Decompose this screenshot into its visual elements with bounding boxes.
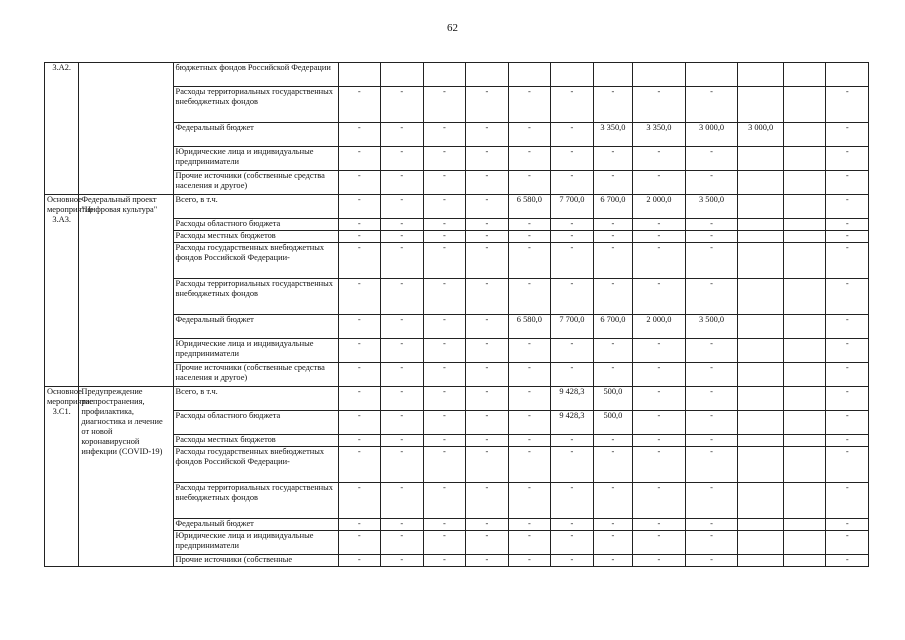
value-cell: - (685, 363, 738, 387)
value-cell: - (338, 123, 381, 147)
value-cell (783, 171, 826, 195)
value-cell: - (423, 279, 466, 315)
value-cell: - (826, 243, 869, 279)
value-cell: - (381, 411, 424, 435)
value-cell (738, 519, 784, 531)
value-cell: - (685, 519, 738, 531)
value-cell: - (423, 555, 466, 567)
value-cell: - (508, 519, 551, 531)
value-cell: 7 700,0 (551, 195, 594, 219)
funding-source: Прочие источники (собственные (173, 555, 338, 567)
value-cell: - (508, 243, 551, 279)
value-cell: - (633, 531, 686, 555)
value-cell: - (633, 243, 686, 279)
value-cell: - (381, 123, 424, 147)
value-cell: - (685, 231, 738, 243)
value-cell: - (466, 171, 509, 195)
value-cell: - (593, 219, 632, 231)
value-cell: - (593, 279, 632, 315)
value-cell: 3 350,0 (633, 123, 686, 147)
value-cell: 500,0 (593, 387, 632, 411)
value-cell: - (593, 243, 632, 279)
value-cell: - (381, 219, 424, 231)
value-cell: - (593, 339, 632, 363)
value-cell (738, 555, 784, 567)
funding-source: Расходы государственных внебюджетных фондов Российской Федерации- (173, 447, 338, 483)
value-cell (551, 63, 594, 87)
value-cell (783, 447, 826, 483)
value-cell: - (508, 219, 551, 231)
value-cell: - (338, 243, 381, 279)
value-cell: - (338, 231, 381, 243)
funding-source: Юридические лица и индивидуальные предприниматели (173, 531, 338, 555)
value-cell: - (423, 363, 466, 387)
value-cell: - (826, 231, 869, 243)
value-cell: - (466, 555, 509, 567)
value-cell: - (508, 555, 551, 567)
value-cell: - (508, 531, 551, 555)
value-cell: - (381, 315, 424, 339)
value-cell (466, 63, 509, 87)
value-cell: - (551, 435, 594, 447)
value-cell: - (551, 279, 594, 315)
value-cell (826, 63, 869, 87)
value-cell: - (508, 339, 551, 363)
funding-source: Расходы областного бюджета (173, 411, 338, 435)
value-cell: - (826, 219, 869, 231)
value-cell: - (338, 519, 381, 531)
value-cell (738, 447, 784, 483)
value-cell: - (466, 219, 509, 231)
value-cell (738, 87, 784, 123)
value-cell: - (423, 339, 466, 363)
value-cell: - (551, 447, 594, 483)
value-cell: - (508, 171, 551, 195)
value-cell: - (633, 219, 686, 231)
value-cell: - (633, 555, 686, 567)
value-cell (738, 243, 784, 279)
value-cell (738, 279, 784, 315)
value-cell: - (381, 279, 424, 315)
value-cell: - (551, 171, 594, 195)
value-cell: - (466, 339, 509, 363)
value-cell: 3 350,0 (593, 123, 632, 147)
funding-source: Расходы территориальных государственных внебюджетных фондов (173, 483, 338, 519)
value-cell: - (593, 483, 632, 519)
value-cell: 7 700,0 (551, 315, 594, 339)
value-cell (738, 435, 784, 447)
value-cell: - (466, 387, 509, 411)
value-cell: - (381, 519, 424, 531)
value-cell: 2 000,0 (633, 315, 686, 339)
value-cell: - (338, 87, 381, 123)
value-cell: - (551, 555, 594, 567)
value-cell: - (466, 435, 509, 447)
value-cell: - (338, 555, 381, 567)
value-cell: - (593, 231, 632, 243)
value-cell: - (466, 243, 509, 279)
value-cell: - (633, 147, 686, 171)
value-cell: - (826, 195, 869, 219)
value-cell: - (423, 243, 466, 279)
value-cell: - (685, 87, 738, 123)
value-cell: - (685, 339, 738, 363)
value-cell: - (633, 279, 686, 315)
value-cell: - (381, 555, 424, 567)
funding-source: Расходы территориальных государственных внебюджетных фондов (173, 279, 338, 315)
value-cell: - (381, 435, 424, 447)
value-cell: 3 000,0 (738, 123, 784, 147)
value-cell: - (381, 531, 424, 555)
value-cell: - (685, 555, 738, 567)
value-cell (738, 363, 784, 387)
value-cell: - (466, 231, 509, 243)
value-cell (738, 315, 784, 339)
value-cell (738, 531, 784, 555)
value-cell (783, 243, 826, 279)
value-cell: - (508, 387, 551, 411)
value-cell: 3 000,0 (685, 123, 738, 147)
value-cell: - (381, 447, 424, 483)
funding-source: бюджетных фондов Российской Федерации (173, 63, 338, 87)
value-cell (783, 411, 826, 435)
value-cell: - (551, 363, 594, 387)
row-code: Основное мероприятие 3.А3. (45, 195, 79, 387)
value-cell: - (551, 123, 594, 147)
funding-source: Федеральный бюджет (173, 123, 338, 147)
value-cell: - (593, 555, 632, 567)
value-cell: - (466, 363, 509, 387)
value-cell (783, 435, 826, 447)
value-cell: 6 580,0 (508, 315, 551, 339)
value-cell: - (338, 435, 381, 447)
value-cell: - (551, 147, 594, 171)
value-cell: - (826, 363, 869, 387)
value-cell (633, 63, 686, 87)
value-cell: - (381, 363, 424, 387)
table-row (45, 63, 869, 87)
value-cell (508, 63, 551, 87)
funding-source: Расходы местных бюджетов (173, 435, 338, 447)
value-cell: 2 000,0 (633, 195, 686, 219)
funding-source: Всего, в т.ч. (173, 387, 338, 411)
value-cell: - (338, 339, 381, 363)
value-cell: - (466, 279, 509, 315)
value-cell: - (508, 279, 551, 315)
table-row (45, 195, 869, 219)
value-cell: - (423, 315, 466, 339)
row-code: Основное мероприятие 3.С1. (45, 387, 79, 567)
value-cell: - (508, 447, 551, 483)
funding-source: Юридические лица и индивидуальные предприниматели (173, 339, 338, 363)
value-cell (783, 63, 826, 87)
value-cell: - (633, 435, 686, 447)
value-cell: - (826, 123, 869, 147)
value-cell: - (508, 363, 551, 387)
value-cell: - (466, 411, 509, 435)
value-cell (783, 123, 826, 147)
row-code: 3.А2. (45, 63, 79, 195)
value-cell: - (466, 531, 509, 555)
value-cell: - (466, 195, 509, 219)
value-cell: - (466, 483, 509, 519)
value-cell: - (381, 483, 424, 519)
funding-source: Расходы областного бюджета (173, 219, 338, 231)
value-cell (738, 171, 784, 195)
value-cell: - (593, 435, 632, 447)
value-cell: - (633, 87, 686, 123)
value-cell: - (826, 411, 869, 435)
value-cell: - (338, 279, 381, 315)
funding-source: Прочие источники (собственные средства населения и другое) (173, 171, 338, 195)
value-cell: - (381, 195, 424, 219)
value-cell: - (685, 147, 738, 171)
value-cell: - (633, 231, 686, 243)
value-cell: - (826, 555, 869, 567)
value-cell: - (826, 435, 869, 447)
value-cell: 3 500,0 (685, 195, 738, 219)
value-cell: - (338, 219, 381, 231)
value-cell: - (593, 519, 632, 531)
value-cell: - (633, 387, 686, 411)
value-cell (783, 519, 826, 531)
value-cell: - (826, 87, 869, 123)
value-cell: - (508, 411, 551, 435)
value-cell (381, 63, 424, 87)
value-cell: - (593, 531, 632, 555)
value-cell (783, 147, 826, 171)
value-cell: - (826, 171, 869, 195)
value-cell: - (338, 387, 381, 411)
value-cell: - (466, 447, 509, 483)
value-cell: - (685, 483, 738, 519)
value-cell: 6 580,0 (508, 195, 551, 219)
value-cell (338, 63, 381, 87)
value-cell: - (466, 123, 509, 147)
value-cell: - (338, 171, 381, 195)
value-cell: - (338, 363, 381, 387)
value-cell: - (381, 147, 424, 171)
value-cell: - (826, 483, 869, 519)
value-cell: 6 700,0 (593, 315, 632, 339)
value-cell: - (423, 123, 466, 147)
value-cell: 500,0 (593, 411, 632, 435)
value-cell: - (826, 531, 869, 555)
value-cell: - (685, 279, 738, 315)
value-cell: - (381, 387, 424, 411)
value-cell (423, 63, 466, 87)
value-cell: - (423, 219, 466, 231)
value-cell: - (826, 519, 869, 531)
value-cell (738, 231, 784, 243)
value-cell (738, 411, 784, 435)
value-cell: - (593, 147, 632, 171)
value-cell: - (593, 363, 632, 387)
value-cell: - (551, 483, 594, 519)
value-cell (783, 363, 826, 387)
value-cell: - (685, 435, 738, 447)
funding-source: Всего, в т.ч. (173, 195, 338, 219)
value-cell (685, 63, 738, 87)
value-cell (738, 483, 784, 519)
value-cell: 9 428,3 (551, 411, 594, 435)
value-cell: - (423, 87, 466, 123)
value-cell: - (423, 147, 466, 171)
value-cell: - (423, 231, 466, 243)
row-title: Федеральный проект "Цифровая культура" (79, 195, 173, 387)
value-cell: - (826, 447, 869, 483)
value-cell (783, 483, 826, 519)
value-cell (738, 387, 784, 411)
value-cell (783, 315, 826, 339)
value-cell: - (423, 519, 466, 531)
value-cell: - (685, 411, 738, 435)
value-cell: - (633, 363, 686, 387)
value-cell: - (551, 219, 594, 231)
value-cell: - (338, 195, 381, 219)
value-cell: - (423, 483, 466, 519)
funding-source: Юридические лица и индивидуальные предприниматели (173, 147, 338, 171)
value-cell (593, 63, 632, 87)
value-cell: - (338, 315, 381, 339)
funding-source: Расходы государственных внебюджетных фондов Российской Федерации- (173, 243, 338, 279)
value-cell: - (423, 447, 466, 483)
value-cell: - (381, 171, 424, 195)
value-cell: - (593, 447, 632, 483)
budget-table (44, 62, 869, 567)
value-cell: 3 500,0 (685, 315, 738, 339)
value-cell (738, 195, 784, 219)
value-cell: - (593, 171, 632, 195)
value-cell (783, 231, 826, 243)
value-cell: - (826, 279, 869, 315)
value-cell: - (633, 339, 686, 363)
value-cell: - (551, 231, 594, 243)
value-cell: - (508, 147, 551, 171)
value-cell: - (685, 171, 738, 195)
funding-source: Федеральный бюджет (173, 315, 338, 339)
value-cell: - (423, 531, 466, 555)
value-cell: - (826, 387, 869, 411)
row-title: Предупреждение распространения, профилактика, диагностика и лечение от новой коронавирусной инфекции (COVID-19) (79, 387, 173, 567)
value-cell (738, 147, 784, 171)
value-cell: - (466, 87, 509, 123)
funding-source: Прочие источники (собственные средства населения и другое) (173, 363, 338, 387)
value-cell: - (466, 315, 509, 339)
value-cell: - (508, 87, 551, 123)
page-number: 62 (447, 22, 458, 34)
value-cell: - (593, 87, 632, 123)
value-cell (783, 555, 826, 567)
value-cell: - (508, 483, 551, 519)
value-cell: - (338, 447, 381, 483)
value-cell (738, 219, 784, 231)
value-cell: - (826, 315, 869, 339)
value-cell: - (685, 243, 738, 279)
value-cell (783, 195, 826, 219)
value-cell: - (338, 483, 381, 519)
value-cell: - (685, 531, 738, 555)
value-cell (738, 63, 784, 87)
value-cell: - (508, 435, 551, 447)
value-cell: - (633, 447, 686, 483)
value-cell: - (551, 243, 594, 279)
value-cell: - (338, 531, 381, 555)
funding-source: Расходы территориальных государственных внебюджетных фондов (173, 87, 338, 123)
value-cell: - (381, 87, 424, 123)
value-cell: - (423, 411, 466, 435)
value-cell: - (338, 147, 381, 171)
value-cell: - (633, 171, 686, 195)
table-row (45, 387, 869, 411)
value-cell: - (381, 339, 424, 363)
value-cell: - (551, 519, 594, 531)
value-cell (738, 339, 784, 363)
value-cell: - (685, 219, 738, 231)
value-cell (783, 219, 826, 231)
value-cell: - (551, 339, 594, 363)
value-cell: - (508, 231, 551, 243)
value-cell: - (338, 411, 381, 435)
row-title (79, 63, 173, 195)
value-cell: - (381, 231, 424, 243)
value-cell: - (826, 147, 869, 171)
value-cell: - (466, 519, 509, 531)
value-cell: - (423, 195, 466, 219)
value-cell: - (381, 243, 424, 279)
funding-source: Расходы местных бюджетов (173, 231, 338, 243)
value-cell: - (466, 147, 509, 171)
value-cell (783, 87, 826, 123)
value-cell (783, 279, 826, 315)
value-cell (783, 339, 826, 363)
value-cell (783, 531, 826, 555)
value-cell: - (423, 435, 466, 447)
value-cell: - (423, 387, 466, 411)
value-cell: - (685, 447, 738, 483)
value-cell: 6 700,0 (593, 195, 632, 219)
value-cell: - (633, 483, 686, 519)
value-cell: - (685, 387, 738, 411)
value-cell: - (826, 339, 869, 363)
value-cell: - (551, 87, 594, 123)
value-cell: - (551, 531, 594, 555)
funding-source: Федеральный бюджет (173, 519, 338, 531)
value-cell (783, 387, 826, 411)
value-cell: - (508, 123, 551, 147)
value-cell: - (423, 171, 466, 195)
value-cell: 9 428,3 (551, 387, 594, 411)
value-cell: - (633, 411, 686, 435)
value-cell: - (633, 519, 686, 531)
